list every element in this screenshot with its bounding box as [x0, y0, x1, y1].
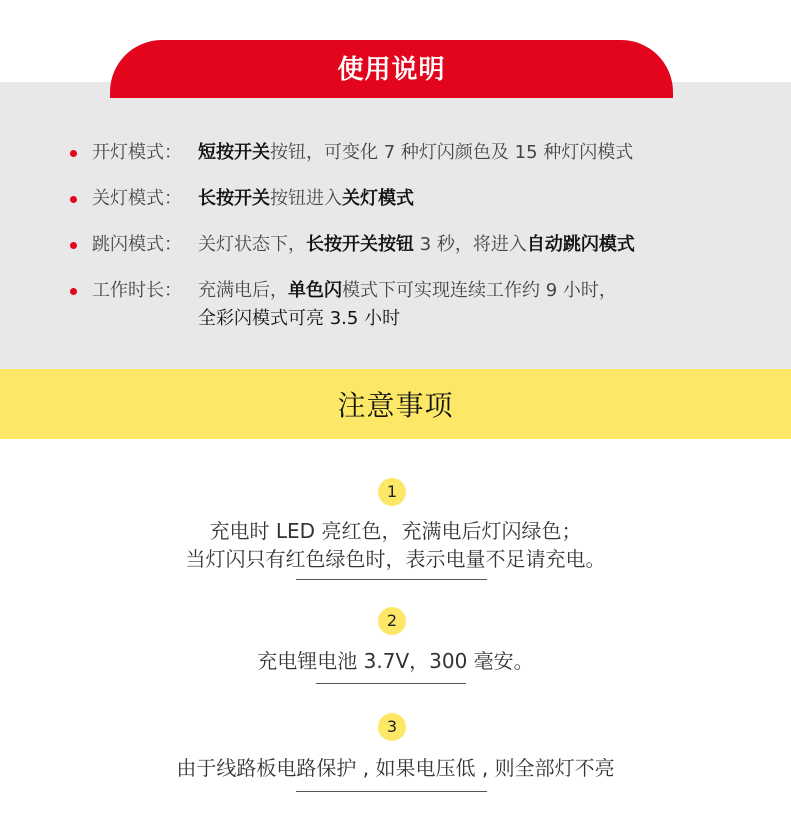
note-number-badge: 3: [378, 713, 406, 741]
usage-item-text-bold: 长按开关按钮: [306, 234, 414, 255]
usage-item-text-bold: 短按开关: [198, 142, 270, 163]
usage-item-text-bold: 关灯模式: [342, 188, 414, 209]
note-number-badge: 1: [378, 478, 406, 506]
usage-section-header: [110, 40, 673, 98]
usage-item-text: 关灯状态下，: [198, 234, 306, 255]
bullet-dot-icon: [70, 242, 77, 249]
usage-item-text: 模式下可实现连续工作约 9 小时，: [342, 280, 617, 301]
note-underline: [296, 791, 487, 792]
note-text-line: 充电锂电池 3.7V，300 毫安。: [257, 649, 534, 673]
bullet-dot-icon: [70, 288, 77, 295]
usage-panel: [0, 82, 791, 369]
note-underline: [296, 579, 487, 580]
note-underline: [316, 683, 466, 684]
usage-item-text: 按钮进入: [270, 188, 342, 209]
usage-item-text-bold: 长按开关: [198, 188, 270, 209]
usage-item-content: [198, 186, 414, 212]
usage-item-label: 关灯模式：: [92, 188, 182, 209]
bullet-dot-icon: [70, 150, 77, 157]
bullet-dot-icon: [70, 196, 77, 203]
note-number-badge: 2: [378, 607, 406, 635]
note-text-line: 由于线路板电路保护 , 如果电压低 , 则全部灯不亮: [176, 756, 615, 780]
usage-item-content: [198, 232, 635, 258]
usage-item-content: [198, 278, 617, 304]
usage-item-label: 开灯模式：: [92, 142, 182, 163]
note-text-line: 当灯闪只有红色绿色时，表示电量不足请充电。: [185, 547, 606, 571]
usage-item-label: 跳闪模式：: [92, 234, 182, 255]
usage-item-text-bold: 单色闪: [288, 280, 342, 301]
usage-item-text-bold: 自动跳闪模式: [526, 234, 635, 255]
usage-item-text: 充满电后，: [198, 280, 288, 301]
note-text-line: 充电时 LED 亮红色，充满电后灯闪绿色；: [209, 519, 582, 543]
usage-item-content-line2: 全彩闪模式可亮 3.5 小时: [198, 308, 401, 329]
usage-title: 使用说明: [337, 54, 446, 85]
usage-item-content: [198, 140, 633, 166]
usage-item-text: 按钮，可变化 7 种灯闪颜色及 15 种灯闪模式: [270, 142, 634, 163]
notes-title: 注意事项: [337, 389, 454, 422]
notes-section-header: [0, 369, 791, 439]
usage-item-text: 3 秒，将进入: [414, 234, 527, 255]
usage-item-label: 工作时长：: [92, 280, 182, 301]
